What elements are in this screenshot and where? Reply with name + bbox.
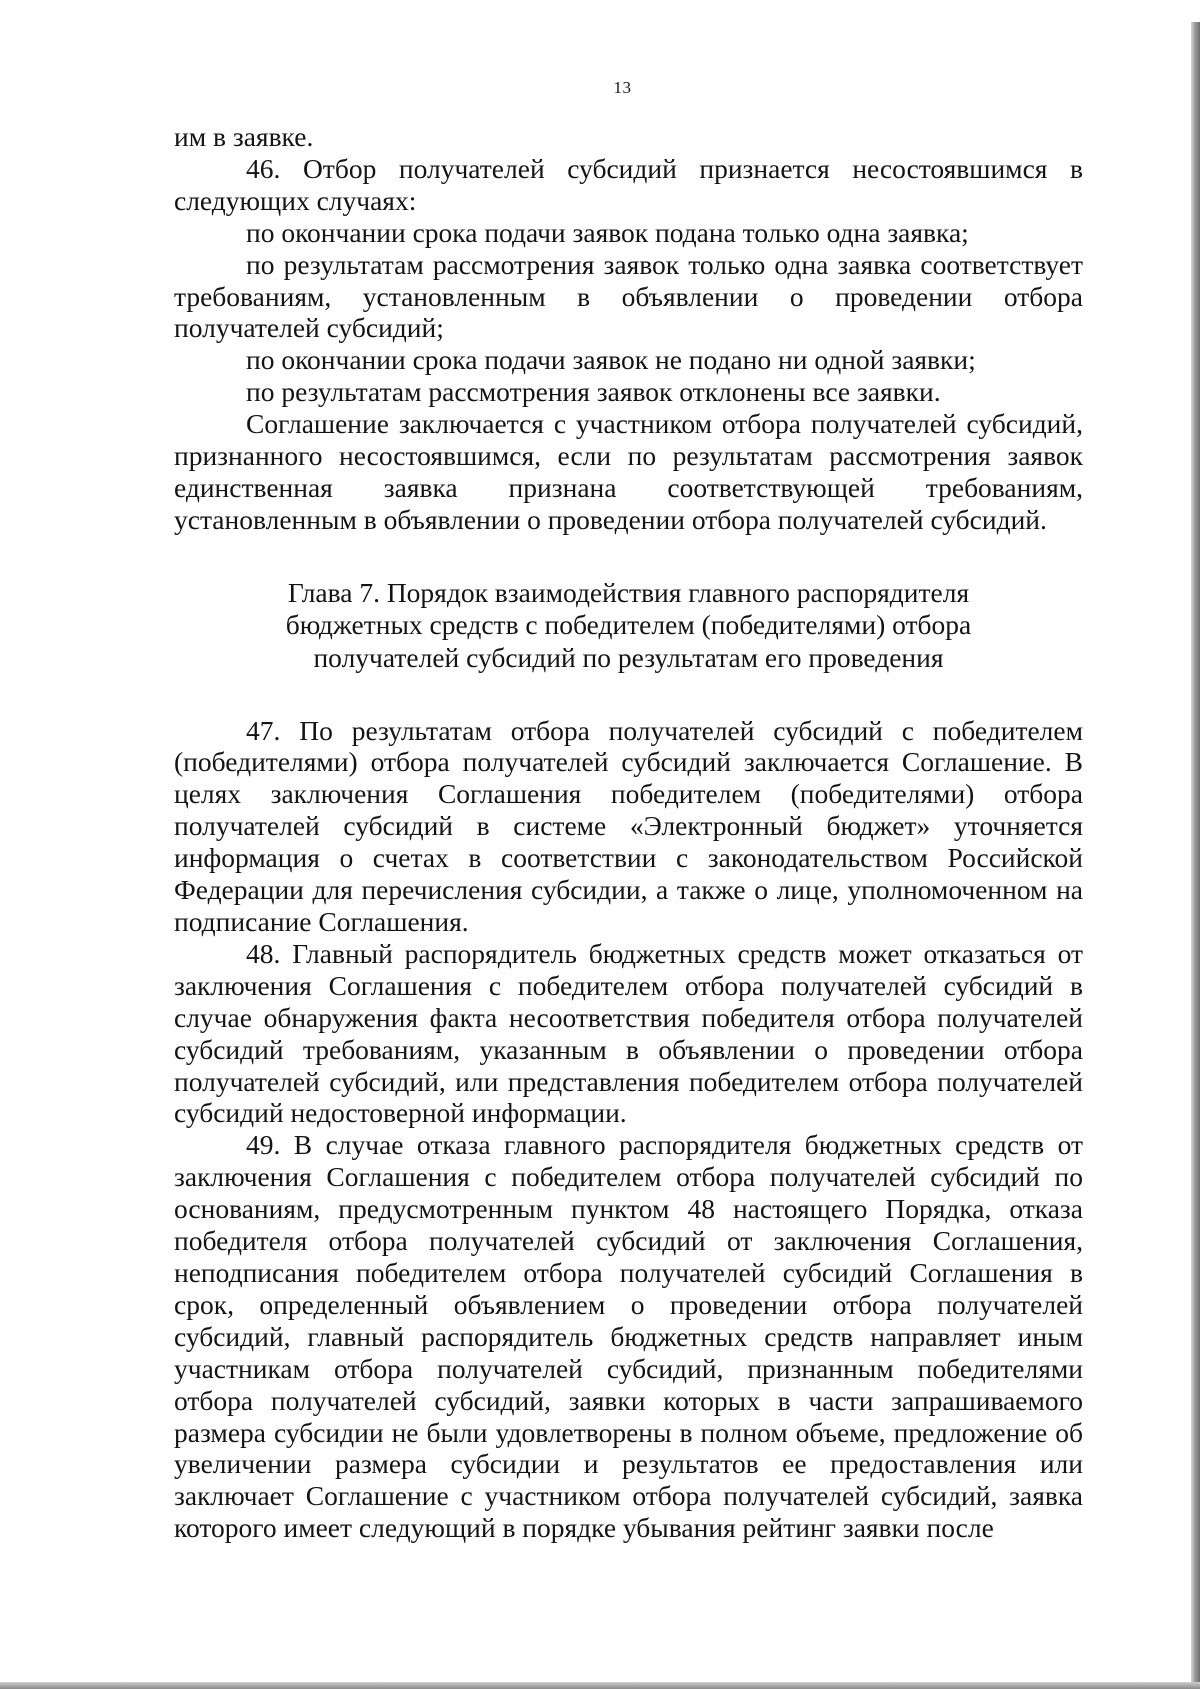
- paragraph: им в заявке.: [174, 121, 314, 152]
- scan-edge-shadow-bottom: [0, 1682, 1200, 1689]
- paragraph-47: 47. По результатам отбора получателей субсидий с победителем (победителями) отбора получателей субсидий заключается Соглашение. В целях заключения Соглашения победителем (победителями) отбора получателей субсидий в системе «Электронный бюджет» уточняется информация о счетах в соответствии с законодательством Российской Федерации для перечисления субсидии, а также о лице, уполномоченном на подписание Соглашения.: [174, 714, 1083, 937]
- list-item: по окончании срока подачи заявок не подано ни одной заявки;: [246, 344, 976, 376]
- scan-edge-shadow-right: [1191, 22, 1200, 1682]
- paragraph-46: 46. Отбор получателей субсидий признается несостоявшимся в следующих случаях:: [174, 152, 1083, 216]
- paragraphs-before-heading: [174, 121, 1083, 536]
- list-item: по результатам рассмотрения заявок только одна заявка соответствует требованиям, установленным в объявлении о проведении отбора получателей субсидий;: [174, 248, 1083, 344]
- chapter-heading-line: получателей субсидий по результатам его проведения: [313, 641, 944, 673]
- paragraph-48: 48. Главный распорядитель бюджетных средств может отказаться от заключения Соглашения с победителем отбора получателей субсидий в случае обнаружения факта несоответствия победителя отбора получателей субсидий требованиям, указанным в объявлении о проведении отбора получателей субсидий, или представления победителем отбора получателей субсидий недостоверной информации.: [174, 937, 1083, 1129]
- list-item: по результатам рассмотрения заявок отклонены все заявки.: [246, 376, 941, 408]
- paragraphs-after-heading: [174, 715, 1083, 1545]
- list-item: по окончании срока подачи заявок подана только одна заявка;: [246, 216, 969, 248]
- paragraph-49: 49. В случае отказа главного распорядителя бюджетных средств от заключения Соглашения с победителем отбора получателей субсидий по основаниям, предусмотренным пунктом 48 настоящего Порядка, отказа победителя отбора получателей субсидий от заключения Соглашения, неподписания победителем отбора получателей субсидий Соглашения в срок, определенный объявлением о проведении отбора получателей субсидий, главный распорядитель бюджетных средств направляет иным участникам отбора получателей субсидий, признанным победителями отбора получателей субсидий, заявки которых в части запрашиваемого размера субсидии не были удовлетворены в полном объеме, предложение об увеличении размера субсидии и результатов ее предоставления или заключает Соглашение с участником отбора получателей субсидий, заявка которого имеет следующий в порядке убывания рейтинг заявки после: [174, 1129, 1083, 1544]
- chapter-heading-line: бюджетных средств с победителем (победителями) отбора: [285, 609, 972, 641]
- paragraph: Соглашение заключается с участником отбора получателей субсидий, признанного несостоявшимся, если по результатам рассмотрения заявок единственная заявка признана соответствующей требованиям, установленным в объявлении о проведении отбора получателей субсидий.: [174, 408, 1083, 535]
- page-number: 13: [613, 78, 632, 97]
- chapter-heading-line: Глава 7. Порядок взаимодействия главного распорядителя: [287, 576, 970, 608]
- document-body: [174, 121, 1083, 1544]
- chapter-heading: [174, 577, 1083, 675]
